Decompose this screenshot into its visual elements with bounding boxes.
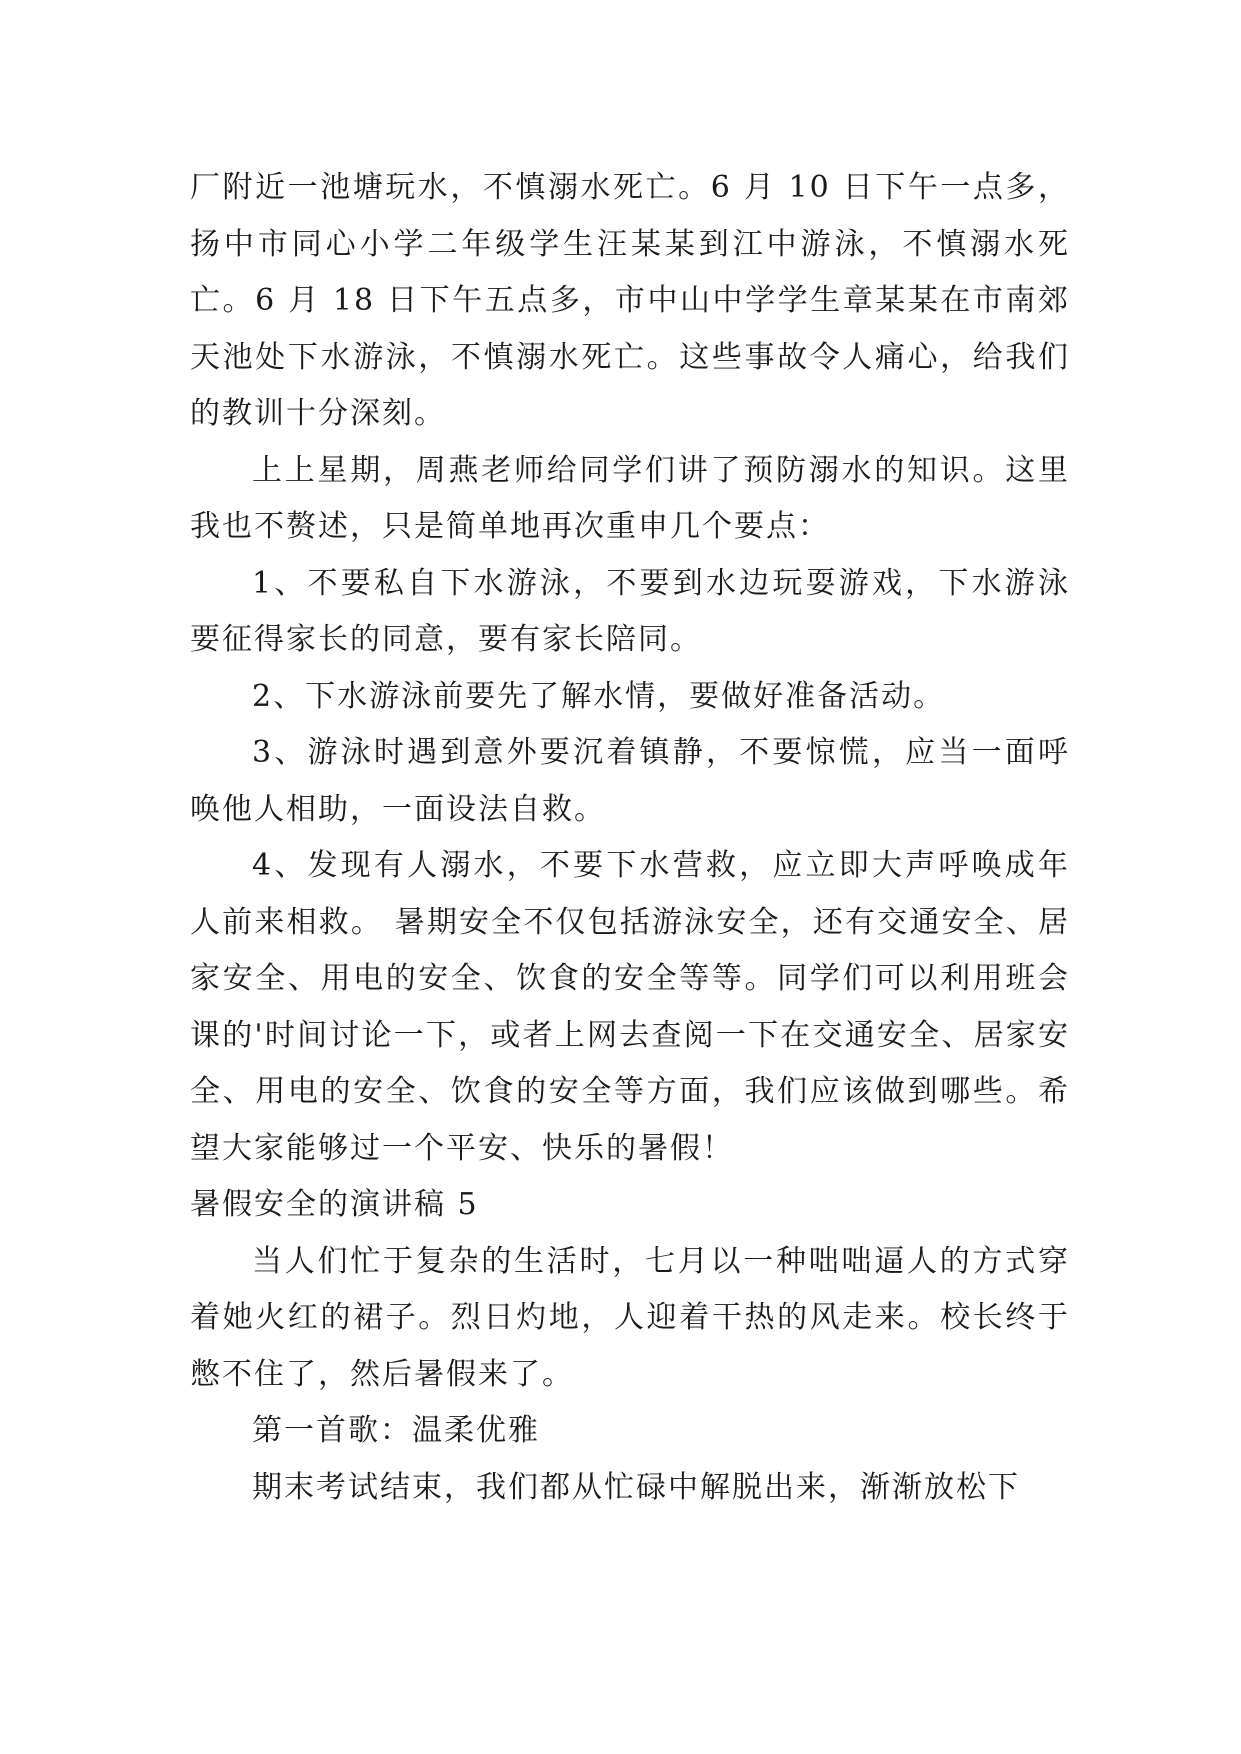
section-heading: 暑假安全的演讲稿 5 [190, 1187, 479, 1222]
document-body [190, 160, 1070, 1516]
paragraph-point-4: 4、发现有人溺水，不要下水营救，应立即大声呼唤成年人前来相救。 暑期安全不仅包括游泳安全，还有交通安全、居家安全、用电的安全、饮食的安全等等。同学们可以利用班会课的'时间讨论一下，或者上网去查阅一下在交通安全、居家安全、用电的安全、饮食的安全等方面，我们应该做到哪些。希望大家能够过一个平安、快乐的暑假！ [190, 848, 1070, 1166]
paragraph-july: 当人们忙于复杂的生活时，七月以一种咄咄逼人的方式穿着她火红的裙子。烈日灼地，人迎着干热的风走来。校长终于憋不住了，然后暑假来了。 [190, 1243, 1070, 1392]
paragraph-exam-end: 期末考试结束，我们都从忙碌中解脱出来，渐渐放松下 [252, 1469, 1020, 1505]
paragraph-point-2: 2、下水游泳前要先了解水情，要做好准备活动。 [252, 678, 946, 714]
paragraph-drowning-cases: 厂附近一池塘玩水，不慎溺水死亡。6 月 10 日下午一点多，扬中市同心小学二年级学生汪某某到江中游泳，不慎溺水死亡。6 月 18 日下午五点多，市中山中学学生章某某在市南郊天池处下水游泳，不慎溺水死亡。这些事故令人痛心，给我们的教训十分深刻。 [190, 170, 1070, 431]
paragraph-point-1: 1、不要私自下水游泳，不要到水边玩耍游戏，下水游泳要征得家长的同意，要有家长陪同。 [190, 565, 1070, 657]
paragraph-first-song: 第一首歌：温柔优雅 [252, 1413, 540, 1448]
paragraph-point-3: 3、游泳时遇到意外要沉着镇静，不要惊慌，应当一面呼唤他人相助，一面设法自救。 [190, 735, 1070, 827]
paragraph-intro-points: 上上星期，周燕老师给同学们讲了预防溺水的知识。这里我也不赘述，只是简单地再次重申几个要点： [190, 452, 1070, 544]
